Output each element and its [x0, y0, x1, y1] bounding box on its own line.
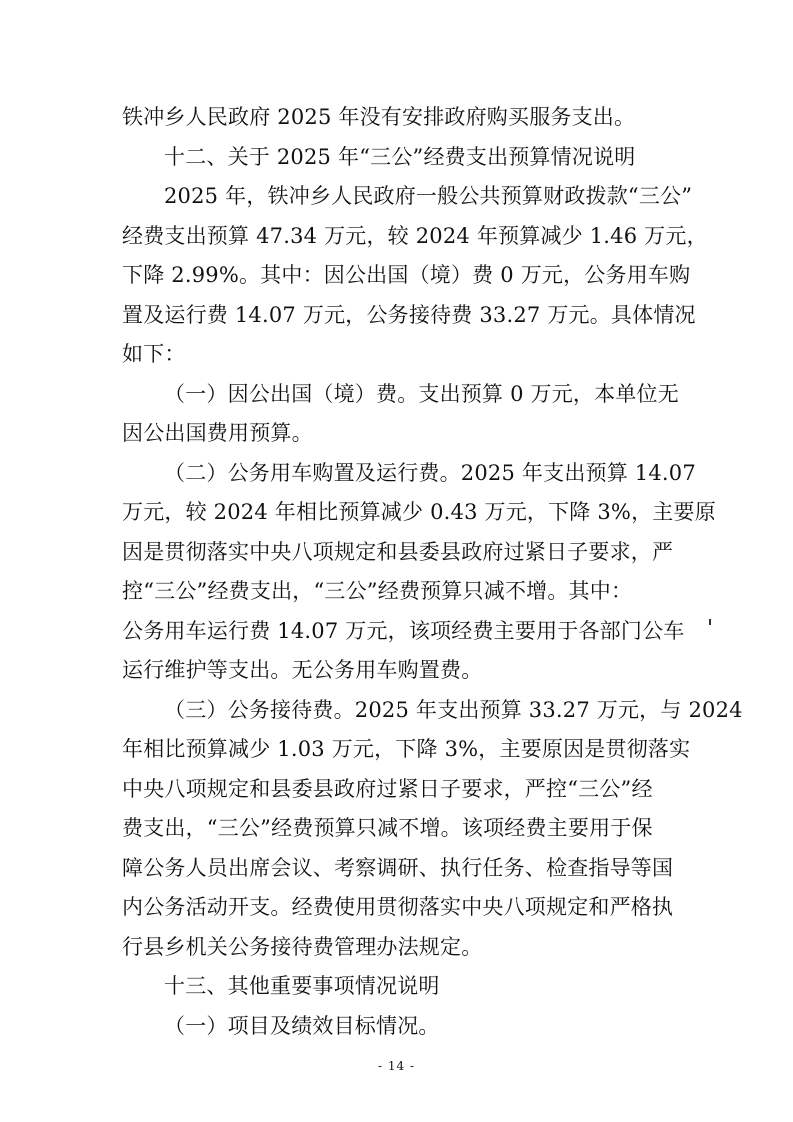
paragraph-line: 控“三公”经费支出，“三公”经费预算只减不增。其中：: [122, 579, 633, 603]
paragraph-line: 费支出，“三公”经费预算只减不增。该项经费主要用于保: [122, 816, 653, 840]
subsection-heading-2: （二）公务用车购置及运行费。2025 年支出预算 14.07: [164, 460, 696, 485]
paragraph-line: 障公务人员出席会议、考察调研、执行任务、检查指导等国: [122, 855, 674, 880]
paragraph-line: 公务用车运行费 14.07 万元，该项经费主要用于各部门公车: [122, 618, 685, 643]
subsection-heading-13-1: （一）项目及绩效目标情况。: [164, 1013, 440, 1038]
page-number: - 14 -: [377, 1059, 415, 1073]
paragraph-line: 万元，较 2024 年相比预算减少 0.43 万元，下降 3%，主要原: [122, 500, 716, 524]
paragraph-line: 因公出国费用预算。: [122, 421, 313, 445]
section-heading-12: 十二、关于 2025 年“三公”经费支出预算情况说明: [164, 144, 636, 169]
paragraph-line: 铁冲乡人民政府 2025 年没有安排政府购买服务支出。: [122, 105, 636, 129]
paragraph-line: 运行维护等支出。无公务用车购置费。: [122, 658, 483, 682]
paragraph-line: 下降 2.99%。其中：因公出国（境）费 0 万元，公务用车购: [122, 263, 691, 287]
paragraph-line: 经费支出预算 47.34 万元，较 2024 年预算减少 1.46 万元，: [122, 223, 708, 248]
paragraph-line: 2025 年，铁冲乡人民政府一般公共预算财政拨款“三公”: [164, 184, 693, 208]
paragraph-line: 中央八项规定和县委县政府过紧日子要求，严控“三公”经: [122, 776, 653, 801]
paragraph-line: 如下：: [122, 342, 186, 366]
paragraph-line: 年相比预算减少 1.03 万元，下降 3%，主要原因是贯彻落实: [122, 737, 691, 761]
paragraph-line: 行县乡机关公务接待费管理办法规定。: [122, 934, 483, 959]
section-heading-13: 十三、其他重要事项情况说明: [164, 974, 440, 998]
paragraph-line: 因是贯彻落实中央八项规定和县委县政府过紧日子要求，严: [122, 539, 674, 564]
subsection-heading-3: （三）公务接待费。2025 年支出预算 33.27 万元，与 2024: [164, 697, 743, 722]
paragraph-line: 内公务活动开支。经费使用贯彻落实中央八项规定和严格执: [122, 895, 674, 919]
paragraph-line: 置及运行费 14.07 万元，公务接待费 33.27 万元。具体情况: [122, 302, 696, 327]
subsection-heading-1: （一）因公出国（境）费。支出预算 0 万元，本单位无: [164, 381, 679, 406]
margin-mark: [709, 619, 711, 625]
